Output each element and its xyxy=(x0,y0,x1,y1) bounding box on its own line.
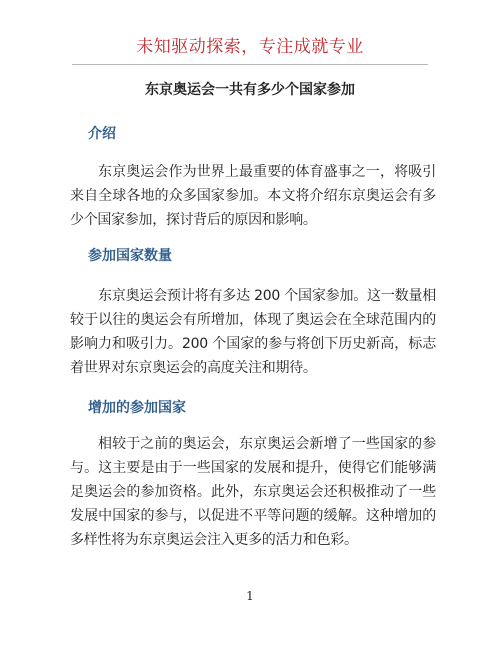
section-heading-new-participants: 增加的参加国家 xyxy=(88,400,186,416)
section-paragraph-participant-count: 东京奥运会预计将有多达 200 个国家参加。这一数量相较于以往的奥运会有所增加，体现了奥运会在全球范围内的影响力和吸引力。200 个国家的参与将创下历史新高，标志着世界对东京奥运会的高度关注和期待。 xyxy=(70,288,436,376)
section-heading-intro: 介绍 xyxy=(88,126,116,142)
page-number: 1 xyxy=(246,589,254,603)
section-paragraph-new-participants: 相较于之前的奥运会，东京奥运会新增了一些国家的参与。这主要是由于一些国家的发展和提升，使得它们能够满足奥运会的参加资格。此外，东京奥运会还积极推动了一些发展中国家的参与，以促进不平等问题的缓解。这种增加的多样性将为东京奥运会注入更多的活力和色彩。 xyxy=(70,436,436,548)
header-divider xyxy=(72,64,428,65)
document-title: 东京奥运会一共有多少个国家参加 xyxy=(145,82,355,98)
section-heading-participant-count: 参加国家数量 xyxy=(88,248,172,264)
header-banner: 未知驱动探索，专注成就专业 xyxy=(136,37,364,57)
section-paragraph-intro: 东京奥运会作为世界上最重要的体育盛事之一，将吸引来自全球各地的众多国家参加。本文将介绍东京奥运会有多少个国家参加，探讨背后的原因和影响。 xyxy=(70,164,436,228)
